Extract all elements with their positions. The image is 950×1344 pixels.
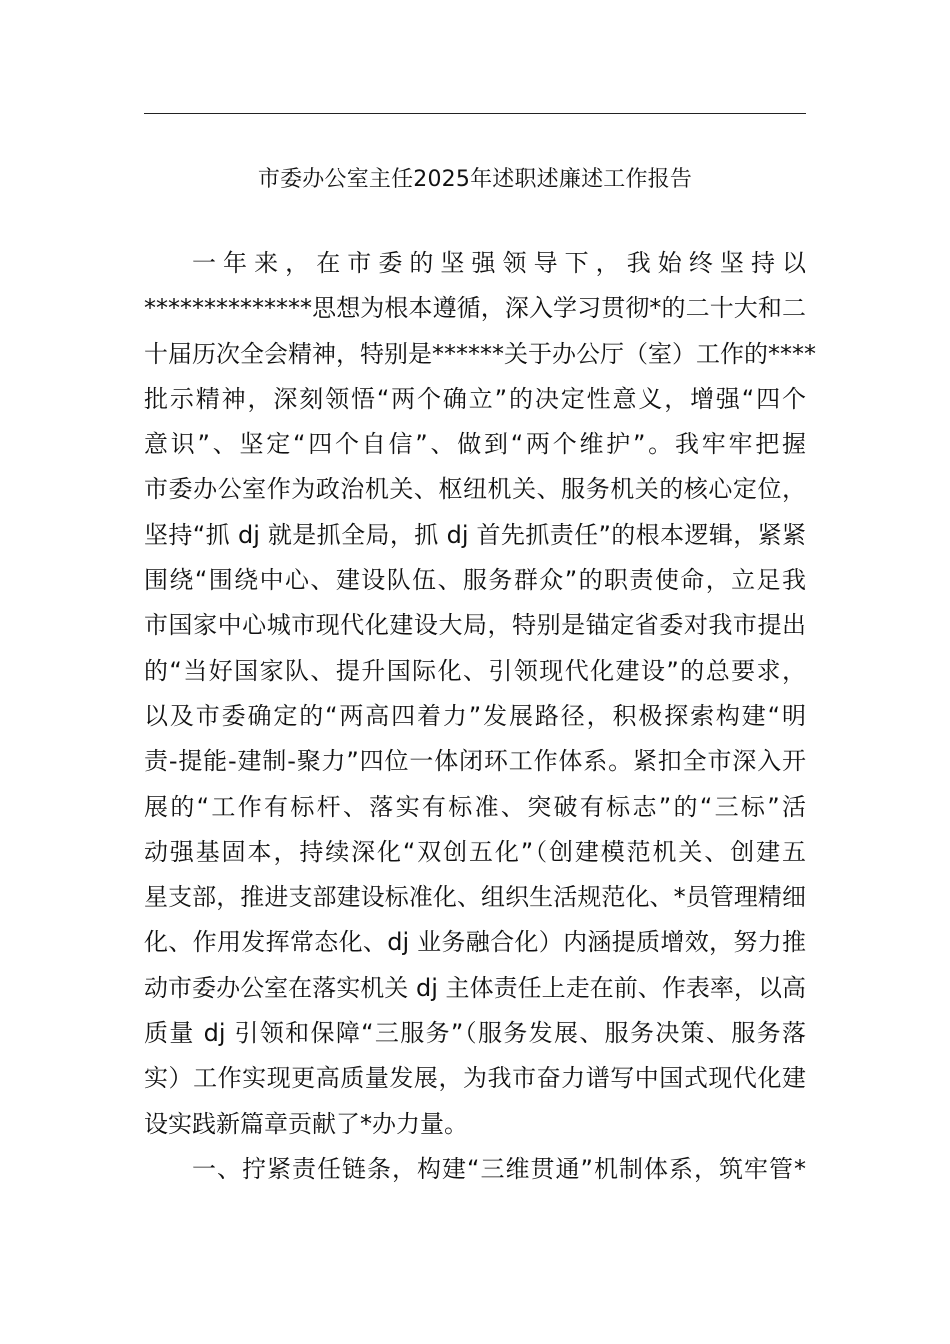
paragraph-line: 市国家中心城市现代化建设大局，特别是锚定省委对我市提出 <box>144 611 806 640</box>
paragraph-line: 展的“工作有标杆、落实有标准、突破有标志”的“三标”活 <box>144 792 806 821</box>
paragraph-line: 责-提能-建制-聚力”四位一体闭环工作体系。紧扣全市深入开 <box>144 747 806 776</box>
paragraph-line: 动市委办公室在落实机关 dj 主体责任上走在前、作表率，以高 <box>144 973 806 1002</box>
paragraph-line: 实）工作实现更高质量发展，为我市奋力谱写中国式现代化建 <box>144 1064 806 1093</box>
paragraph-line: 围绕“围绕中心、建设队伍、服务群众”的职责使命，立足我 <box>144 566 806 595</box>
body-paragraph <box>144 241 816 1192</box>
paragraph-line: 质量 dj 引领和保障“三服务”（服务发展、服务决策、服务落 <box>144 1019 806 1048</box>
paragraph-line: 十届历次全会精神，特别是******关于办公厅（室）工作的**** <box>144 339 816 368</box>
section-heading: 一、拧紧责任链条，构建“三维贯通”机制体系，筑牢管* <box>192 1154 806 1183</box>
header-rule <box>144 113 806 114</box>
paragraph-line: 市委办公室作为政治机关、枢纽机关、服务机关的核心定位， <box>144 475 806 504</box>
paragraph-line: 批示精神，深刻领悟“两个确立”的决定性意义，增强“四个 <box>144 384 806 413</box>
paragraph-line: 的“当好国家队、提升国际化、引领现代化建设”的总要求， <box>144 656 806 685</box>
paragraph-line: 以及市委确定的“两高四着力”发展路径，积极探索构建“明 <box>144 701 806 730</box>
paragraph-line: 坚持“抓 dj 就是抓全局，抓 dj 首先抓责任”的根本逻辑，紧紧 <box>144 520 806 549</box>
paragraph-line: 动强基固本，持续深化“双创五化”（创建模范机关、创建五 <box>144 837 806 866</box>
paragraph-line: 设实践新篇章贡献了*办力量。 <box>144 1109 468 1138</box>
document-title: 市委办公室主任2025年述职述廉述工作报告 <box>257 167 693 192</box>
paragraph-line: 化、作用发挥常态化、dj 业务融合化）内涵提质增效，努力推 <box>144 928 806 957</box>
paragraph-line: 星支部，推进支部建设标准化、组织生活规范化、*员管理精细 <box>144 883 806 912</box>
paragraph-line: **************思想为根本遵循，深入学习贯彻*的二十大和二 <box>144 294 806 323</box>
paragraph-line: 一年来，在市委的坚强领导下，我始终坚持以 <box>192 249 806 277</box>
paragraph-line: 意识”、坚定“四个自信”、做到“两个维护”。我牢牢把握 <box>144 430 806 459</box>
